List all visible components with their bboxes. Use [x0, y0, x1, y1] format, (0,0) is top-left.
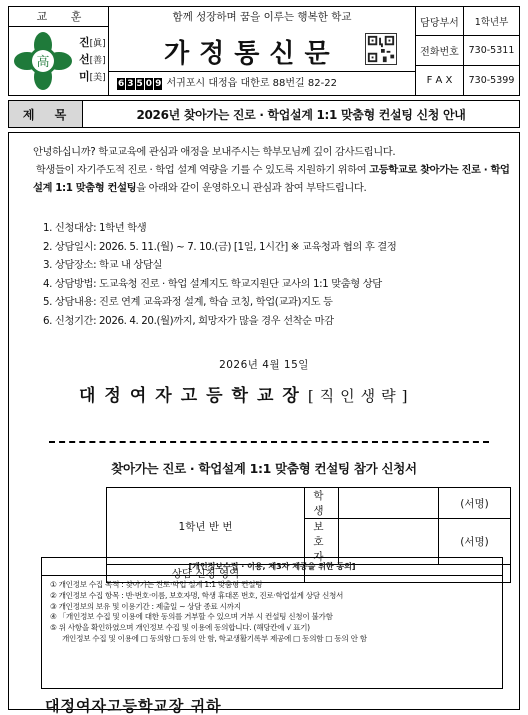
meta-row: 담당부서 1학년부 — [416, 7, 519, 36]
zip-digit: 9 — [155, 79, 162, 89]
intro-paragraph — [33, 143, 515, 197]
virtue-list — [79, 35, 106, 86]
intro-line: 안녕하십니까? 학교교육에 관심과 애정을 보내주시는 학부모님께 깊이 감사드립니다. — [33, 146, 396, 158]
motto-label: 교 훈 — [9, 7, 109, 27]
consent-line: ① 개인정보 수집 목적 : 찾아가는 진로·학업 설계 1:1 맞춤형 컨설팅 — [50, 580, 263, 589]
title-block — [164, 27, 364, 71]
consent-line: ⑤ 위 사항을 확인하였으며 개인정보 수집 및 이용에 동의합니다. (해당칸에 √ 표기) — [50, 623, 310, 633]
zip-digit: 5 — [136, 79, 143, 89]
virtue-item: 진[眞] — [79, 36, 106, 49]
zip-digit: 3 — [127, 79, 134, 89]
area-label: 상담 신청 영역 — [107, 565, 305, 583]
subject-text: 2026년 찾아가는 진로 · 학업설계 1:1 맞춤형 컨설팅 신청 안내 — [136, 107, 466, 122]
meta-row: F A X 730-5399 — [416, 66, 519, 95]
consent-heading: [개인정보수집 · 이용, 제3자 제공을 위한 동의] — [42, 558, 502, 576]
header-center — [109, 7, 415, 95]
zip-digit: 0 — [145, 79, 153, 89]
list-item: 2. 상담일시: 2026. 5. 11.(월) ~ 7. 10.(금) [1일, 1시간] ※ 교육청과 협의 후 결정 — [43, 240, 397, 253]
grade-class-cell[interactable]: 1학년 반 번 — [107, 488, 305, 565]
form-title: 찾아가는 진로 · 학업설계 1:1 맞춤형 컨설팅 참가 신청서 — [111, 461, 417, 476]
letter-body — [8, 132, 520, 715]
info-list — [43, 219, 396, 331]
consent-line: ③ 개인정보의 보유 및 이용기간 : 제출일 ~ 상담 종료 시까지 — [50, 601, 241, 611]
qr-code-icon[interactable] — [365, 33, 397, 65]
school-address: 서귀포시 대정읍 대한로 88번길 82-22 — [166, 78, 337, 89]
seal-note: [직인생략] — [307, 387, 414, 405]
meta-row: 전화번호 730-5311 — [416, 36, 519, 65]
guardian-signature[interactable]: (서명) — [439, 519, 511, 565]
consent-line: ④ 「개인정보 수집 및 이용에 대한 동의를 거부할 수 있으며 거부 시 컨설팅 신청이 불가함 — [50, 612, 333, 622]
guardian-label: 보호자 — [305, 519, 339, 565]
principal-signature: 대정여자고등학교장[직인생략] — [79, 386, 414, 406]
list-item: 3. 상담장소: 학교 내 상담실 — [43, 259, 163, 272]
school-motto-block — [9, 7, 109, 95]
document-title: 가정통신문 — [164, 39, 340, 69]
issue-date: 2026년 4월 15일 — [219, 359, 309, 371]
subject-bar — [8, 100, 520, 128]
school-slogan: 함께 성장하며 꿈을 이루는 행복한 학교 — [172, 11, 352, 23]
address-line — [109, 71, 415, 95]
letter-header — [8, 6, 520, 96]
intro-line: 학생들이 자기주도적 진로 · 학업 설계 역량을 기를 수 있도록 지원하기 위하여 고등학교로 찾아가는 진로 · 학업설계 1:1 맞춤형 컨설팅을 아래와 같이 운영하오니 관심과 참여 부탁드립니다. — [33, 164, 510, 194]
consent-box — [41, 557, 503, 689]
school-emblem-icon — [13, 31, 73, 91]
zip-digit: 6 — [118, 79, 125, 89]
cut-line — [49, 441, 489, 443]
consent-checkbox-line[interactable]: 개인정보 수집 및 이용에 □ 동의함 □ 동의 안 함, 학교생활기록부 제공에 □ 동의함 □ 동의 안 함 — [62, 633, 367, 643]
student-signature[interactable]: (서명) — [439, 488, 511, 519]
table-row — [107, 488, 511, 519]
consent-body — [42, 576, 502, 649]
emblem-char: 高 — [36, 55, 50, 70]
list-item: 1. 신청대상: 1학년 학생 — [43, 222, 147, 234]
consent-line: ② 개인정보 수집 항목 : 반·번호·이름, 보호자명, 학생 휴대폰 번호, 진로·학업설계 상담 신청서 — [50, 590, 344, 600]
student-label: 학생 — [305, 488, 339, 519]
contact-info — [415, 7, 519, 95]
virtue-item: 선[善] — [79, 53, 106, 66]
addressee: 대정여자고등학교장 귀하 — [45, 697, 222, 715]
virtue-item: 미[美] — [79, 70, 106, 83]
list-item: 5. 상담내용: 진로 연계 교육과정 설계, 학습 코칭, 학업(교과)지도 등 — [43, 296, 333, 309]
student-name-field[interactable] — [339, 488, 439, 519]
subject-label: 제 목 — [9, 101, 83, 127]
list-item: 6. 신청기간: 2026. 4. 20.(월)까지, 희망자가 많을 경우 선착순 마감 — [43, 314, 334, 327]
list-item: 4. 상담방법: 도교육청 진로 · 학업 설계지도 학교지원단 교사의 1:1 맞춤형 상담 — [43, 277, 382, 290]
